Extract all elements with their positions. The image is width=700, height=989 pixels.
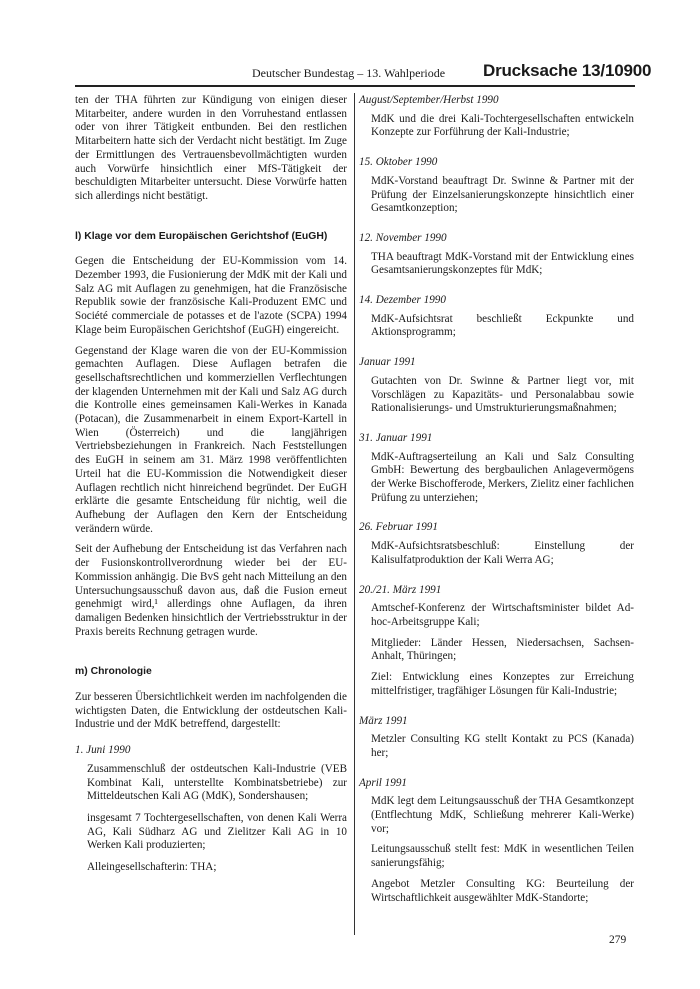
chronology-entry: MdK legt dem Leitungsausschuß der THA Gesamtkonzept (Entflechtung MdK, Schließung mehrerer Kali-Werke) vor;: [371, 795, 634, 835]
chronology-date: 31. Januar 1991: [359, 431, 433, 444]
document-number: Drucksache 13/10900: [483, 61, 652, 80]
chronology-entry: Metzler Consulting KG stellt Kontakt zu PCS (Kanada) her;: [371, 733, 634, 759]
column-divider: [354, 93, 355, 935]
chronology-entry: MdK-Aufsichtsratsbeschluß: Einstellung der Kalisulfatproduktion der Kali Werra AG;: [371, 540, 634, 566]
chronology-date: August/September/Herbst 1990: [359, 94, 499, 106]
chronology-date: 20./21. März 1991: [359, 583, 442, 596]
page-number: 279: [609, 934, 627, 946]
chronology-block: [359, 156, 634, 216]
intro-paragraph: ten der THA führten zur Kündigung von einigen dieser Mitarbeiter, andere wurden in den Vorruhestand entlassen oder von ihrer Tätigkeit entbunden. Bei den restlichen Mitarbeitern hatte sich der Verdacht nicht bestätigt. Im Zuge der Ermittlungen des Vertrauensbevollmächtigten wurden auch Vorwürfe hinsichtlich einer MfS-Tätigkeit der beschuldigten Mitarbeiter untersucht. Diese Vorwürfe hatten sich allerdings nicht bestätigt.: [75, 94, 347, 202]
chronology-entry: Gutachten von Dr. Swinne & Partner liegt vor, mit Vorschlägen zu Kapazitäts- und Personalabbau sowie Rationalisierungs- und Umstrukturierungsmaßnahmen;: [371, 374, 634, 415]
left-column: [75, 94, 347, 883]
chronology-entry: insgesamt 7 Tochtergesellschaften, von denen Kali Werra AG, Kali Südharz AG und Zielitzer Kali AG in 10 Werken Kali produzierten;: [87, 811, 347, 852]
chronology-entry: Alleingesellschafterin: THA;: [87, 861, 217, 874]
paragraph: Gegen die Entscheidung der EU-Kommission vom 14. Dezember 1993, die Fusionierung der MdK mit der Kali und Salz AG mit Auflagen zu genehmigen, hat die Französische Republik sowie der französische Kali-Produzent EMC und Société commerciale de potasses et de l'azote (SCPA) 1994 Klage beim Europäischen Gerichtshof (EuGH) eingereicht.: [75, 255, 347, 336]
chronology-entry: Leitungsausschuß stellt fest: MdK in wesentlichen Teilen sanierungsfähig;: [371, 843, 634, 870]
chronology-block: [359, 777, 634, 906]
section-l-heading: l) Klage vor dem Europäischen Gerichtshof (EuGH): [75, 230, 328, 242]
chronology-entry: MdK-Vorstand beauftragt Dr. Swinne & Partner mit der Prüfung der Einzelsanierungskonzepte hinsichtlich einer Gesamtkonzeption;: [371, 174, 634, 215]
chronology-date: April 1991: [359, 776, 407, 789]
chronology-date: 12. November 1990: [359, 231, 447, 244]
chronology-entry: Angebot Metzler Consulting KG: Beurteilung der Wirtschaftlichkeit ausgewählter MdK-Standorte;: [371, 877, 634, 904]
right-column: [359, 94, 634, 921]
chronology-entry: MdK-Auftragserteilung an Kali und Salz Consulting GmbH: Bewertung des bergbaulichen Anlagevermögens der Werke Bischofferode, Merkers, Zielitz einer fachlichen Prüfung zu unterziehen;: [371, 450, 634, 504]
chronology-date: März 1991: [359, 714, 408, 727]
chronology-block: [359, 521, 634, 567]
paragraph: Gegenstand der Klage waren die von der EU-Kommission gemachten Auflagen. Diese Auflagen betrafen die gesellschaftsrechtlichen und kommerziellen Verflechtungen der klagenden Unternehmen mit der Kali und Salz AG durch die Kontrolle eines gemeinsamen Kali-Werkes in Kanada (Potacan), die Zusammenarbeit in einem Export-Kartell in Wien (Österreich) und die langjährigen Vertriebsbeziehungen in Frankreich. Nach Feststellungen des EuGH in seinem am 31. März 1998 veröffentlichten Urteil hat die EU-Kommission die Notwendigkeit dieser Auflagen rechtlich nicht hinreichend begründet. Der EuGH erklärte die gesamte Entscheidung für nichtig, weil die Aufhebung der Auflagen den Kern der Entscheidung verändern würde.: [75, 344, 347, 535]
chronology-entry: Zusammenschluß der ostdeutschen Kali-Industrie (VEB Kombinat Kali, unterstellte Kombinatsbetriebe) zur Mitteldeutschen Kali AG (MdK), Sondershausen;: [87, 762, 347, 803]
chronology-block: [359, 356, 634, 416]
chronology-entry: THA beauftragt MdK-Vorstand mit der Entwicklung eines Gesamtsanierungskonzeptes für MdK;: [371, 250, 634, 277]
periodical-title: Deutscher Bundestag – 13. Wahlperiode: [252, 66, 446, 80]
chronology-entry: Amtschef-Konferenz der Wirtschaftsminister bildet Ad-hoc-Arbeitsgruppe Kali;: [371, 602, 634, 628]
chronology-block: [359, 432, 634, 506]
paragraph: Seit der Aufhebung der Entscheidung ist das Verfahren nach der Fusionskontrollverordnung wieder bei der EU-Kommission anhängig. Die BvS geht nach Mitteilung an den Untersuchungsausschuß davon aus, daß die Fusion erneut genehmigt wird,¹ allerdings ohne Auflagen, da ihren damaligen Bedenken hinsichtlich der Vertriebsstruktur in der Praxis bereits Rechnung getragen wurde.: [75, 543, 347, 638]
chronology-entry: MdK-Aufsichtsrat beschließt Eckpunkte und Aktionsprogramm;: [371, 312, 634, 339]
chronology-date: 26. Februar 1991: [359, 521, 438, 534]
chronology-date: 15. Oktober 1990: [359, 156, 438, 169]
header-rule: [75, 85, 635, 87]
chronology-block: [359, 715, 634, 761]
chronology-entry: Mitglieder: Länder Hessen, Niedersachsen, Sachsen-Anhalt, Thüringen;: [371, 636, 634, 663]
chronology-date: 14. Dezember 1990: [359, 294, 446, 307]
chronology-entry: Ziel: Entwicklung eines Konzeptes zur Erreichung mittelfristiger, tragfähiger Lösungen für Kali-Industrie;: [371, 671, 634, 697]
chronology-block: [359, 294, 634, 340]
chronology-block: [359, 232, 634, 278]
chronology-block: [359, 584, 634, 699]
section-m-heading: m) Chronologie: [75, 666, 152, 678]
chronology-date: 1. Juni 1990: [75, 744, 131, 757]
chronology-block: [359, 94, 634, 140]
chronology-date: Januar 1991: [359, 356, 416, 369]
chronology-entry: MdK und die drei Kali-Tochtergesellschaften entwickeln Konzepte zur Forführung der Kali-Industrie;: [371, 112, 634, 139]
chronology-intro: Zur besseren Übersichtlichkeit werden im nachfolgenden die wichtigsten Daten, die Entwicklung der ostdeutschen Kali-Industrie und der MdK betreffend, dargestellt:: [75, 691, 347, 731]
